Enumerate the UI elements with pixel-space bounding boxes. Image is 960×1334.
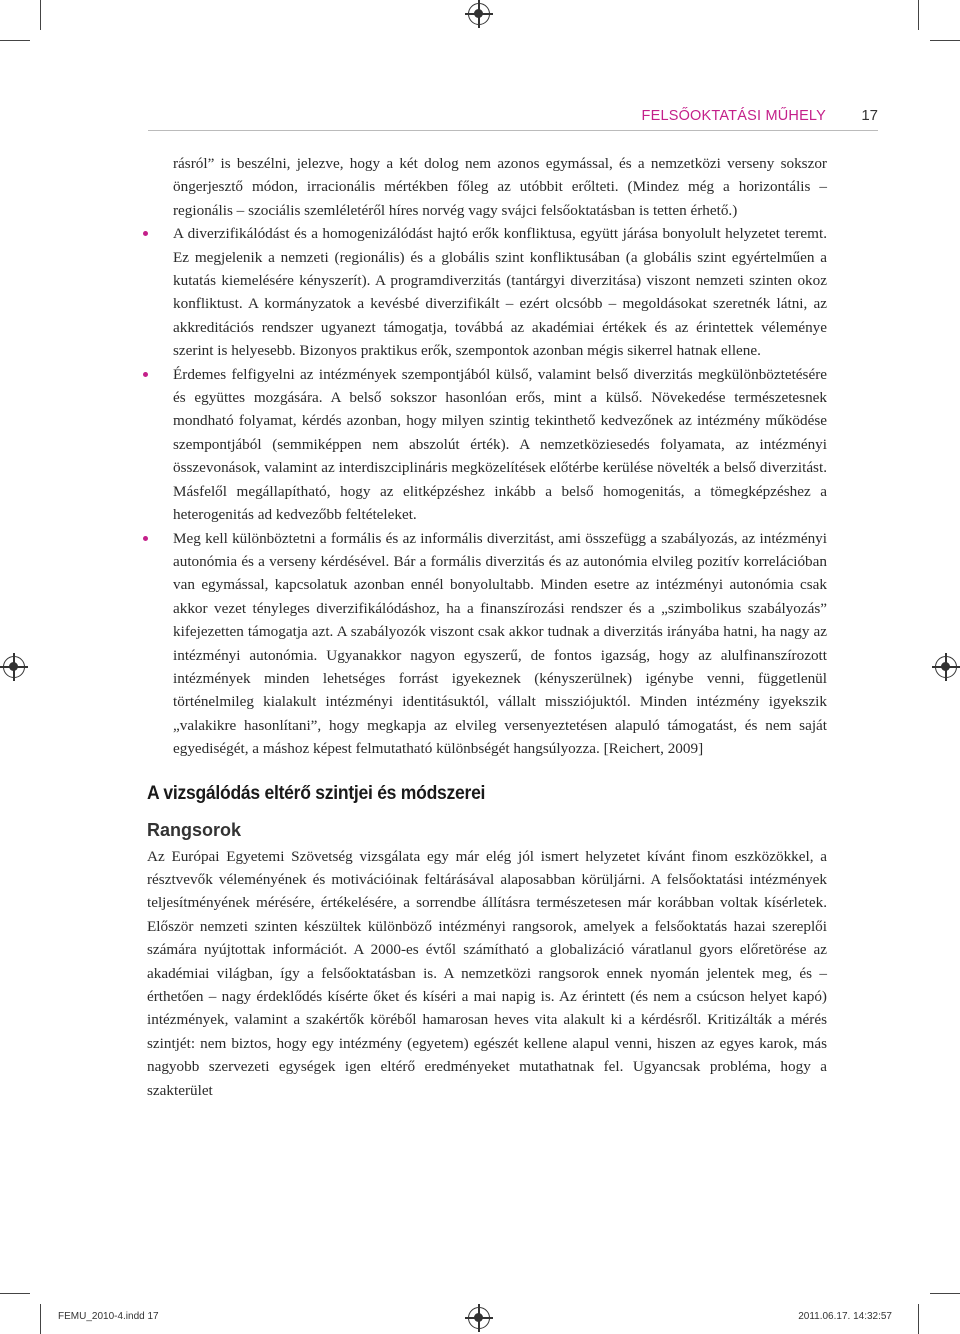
running-title: FELSŐOKTATÁSI MŰHELY <box>641 108 826 124</box>
bullet-text: A diverzifikálódást és a homogenizálódást hajtó erők konfliktusa, együtt járása bonyolult helyzetet teremt. Ez megjelenik a nemzeti (regionális) és a globális szint konfliktusában (a globális szint egyértelműen a kutatás kiemelésére kényszerít). A programdiverzitás (tantárgyi diverzitása) viszont nemzeti szinten okoz konfliktust. A kormányzatok a kevésbé diverzifikált – ezért olcsóbb – megoldásokat szeretnék látni, az akkreditációs rendszer ugyanezt támogatja, továbbá az akadémiai értékek és az érintettek véleménye szerint is helyesebb. Bizonyos praktikus erők, szempontok azonban mégis sikerrel hatnak ellene. <box>173 225 827 360</box>
subsection-heading: Rangsorok <box>147 819 242 840</box>
continued-bullet-text: rásról” is beszélni, jelezve, hogy a két dolog nem azonos egymással, és a nemzetközi verseny sokszor öngerjesztő módon, irracionális mértékben főleg az utóbbit erőlteti. (Mindez még a horizontális – regionális – szociális szemléletéről híres norvég vagy svájci felsőoktatásban is tetten érhető.) <box>173 155 827 219</box>
file-slug: FEMU_2010-4.indd 17 <box>58 1311 159 1322</box>
bullet-text: Érdemes felfigyelni az intézmények szempontjából külső, valamint belső diverzitás megkülönböztetésére és együttes mozgására. A belső sokszor hasonlóan erős, mint a külső. Növekedése természetesnek mondható folyamat, kérdés azonban, hogy milyen szintig tekinthető kedvezőnek az intézmény működése szempontjából (semmiképpen nem abszolút érték). A nemzetköziesedés folyamata, az intézményi összevonások, valamint az interdiszciplináris megközelítések előtérbe kerülése növelték a belső diverzitást. Másfelől megállapítható, hogy az elitképzéshez inkább a belső homogenitás, a tömegképzéshez a heterogenitás ad kedvezőbb feltételeket. <box>173 365 827 524</box>
page-body <box>147 152 827 1102</box>
bullet-icon <box>143 536 148 541</box>
page-number: 17 <box>861 107 878 124</box>
bullet-item <box>147 363 827 527</box>
section-paragraph: Az Európai Egyetemi Szövetség vizsgálata egy már elég jól ismert helyzetet kívánt finom eszközökkel, a résztvevők véleményének és motivációinak feltárásával alaposabban körüljárni. A felsőoktatási intézmények teljesítményének mérésére, értékelésére, a sorrendbe állításra természetesen már korábban voltak kísérletek. Először nemzeti szinten készültek különböző intézményi rangsorok, amelyek a felsőoktatás hazai szereplői számára nyújtottak információt. A 2000-es évtől számítható a globalizáció váratlanul gyors előretörése az akadémiai világban, így a felsőoktatásban is. A nemzetközi rangsorok ennek nyomán jelentek meg, és – érthetően – nagy érdeklődés kísérte őket és kíséri a mai napig is. Az érintett (és nem a csúcson helyet kapó) intézmények, valamint a szakértők köréből hamarosan heves vita alakult ki a kérdésről. Kritizálták a mérés szintjét: nem biztos, hogy egy intézmény (egyetem) egészét kellene alapul venni, hiszen az egyes karok, más nagyobb szervezeti egységek igen eltérő eredményeket mutathatnak fel. Ugyancsak probléma, hogy a szakterület <box>147 847 827 1099</box>
registration-mark-icon <box>468 3 490 25</box>
bullet-icon <box>143 372 148 377</box>
crop-mark-top-left-h <box>0 40 30 41</box>
crop-mark-top-right <box>918 0 919 30</box>
slug-timestamp: 2011.06.17. 14:32:57 <box>798 1311 892 1322</box>
crop-mark-bottom-left-h <box>0 1293 30 1294</box>
registration-mark-icon <box>3 656 25 678</box>
bullet-item <box>147 222 827 362</box>
bullet-item <box>147 527 827 761</box>
crop-mark-bottom-right-h <box>930 1293 960 1294</box>
registration-mark-icon <box>935 656 957 678</box>
bullet-list <box>147 152 827 761</box>
crop-mark-bottom-right <box>918 1304 919 1334</box>
crop-mark-top-left <box>40 0 41 30</box>
crop-mark-top-right-h <box>930 40 960 41</box>
bullet-icon <box>143 231 148 236</box>
running-header <box>148 106 878 131</box>
registration-mark-icon <box>468 1307 490 1329</box>
bullet-text: Meg kell különböztetni a formális és az informális diverzitást, ami összefügg a szabályozás, az intézményi autonómia és a verseny kérdésével. Bár a formális diverzitás és az autonómia elvileg pozitív korrelációban van egymással, kapcsolatuk azonban ennél bonyolultabb. Minden esetre az intézményi autonómia csak akkor vezet tényleges diverzifikálódáshoz, ha a finanszírozási rendszer és a „szimbolikus szabályozás” kifejezetten támogatja azt. A szabályozók viszont csak akkor tudnak a diverzitás irányába hatni, ha nagy az intézményi autonómia. Ugyanakkor nagyon egyszerű, de fontos igazság, hogy az alulfinanszírozott intézmények minden lehetséges forrást igyekeznek (kényszerülnek) igénybe venni, függetlenül történelmileg kialakult intézményi identitásuktól, vállalt missziójuktól. Minden intézmény igyekszik „valakikre hasonlítani”, hogy megkapja az elvileg versenyeztetésen alapuló támogatást, és nem saját egyediségét, a máshoz képest felmutatható különbségét hangsúlyozza. [Reichert, 2009] <box>173 529 827 758</box>
section-heading: A vizsgálódás eltérő szintjei és módszerei <box>147 781 486 804</box>
crop-mark-bottom-left <box>40 1304 41 1334</box>
